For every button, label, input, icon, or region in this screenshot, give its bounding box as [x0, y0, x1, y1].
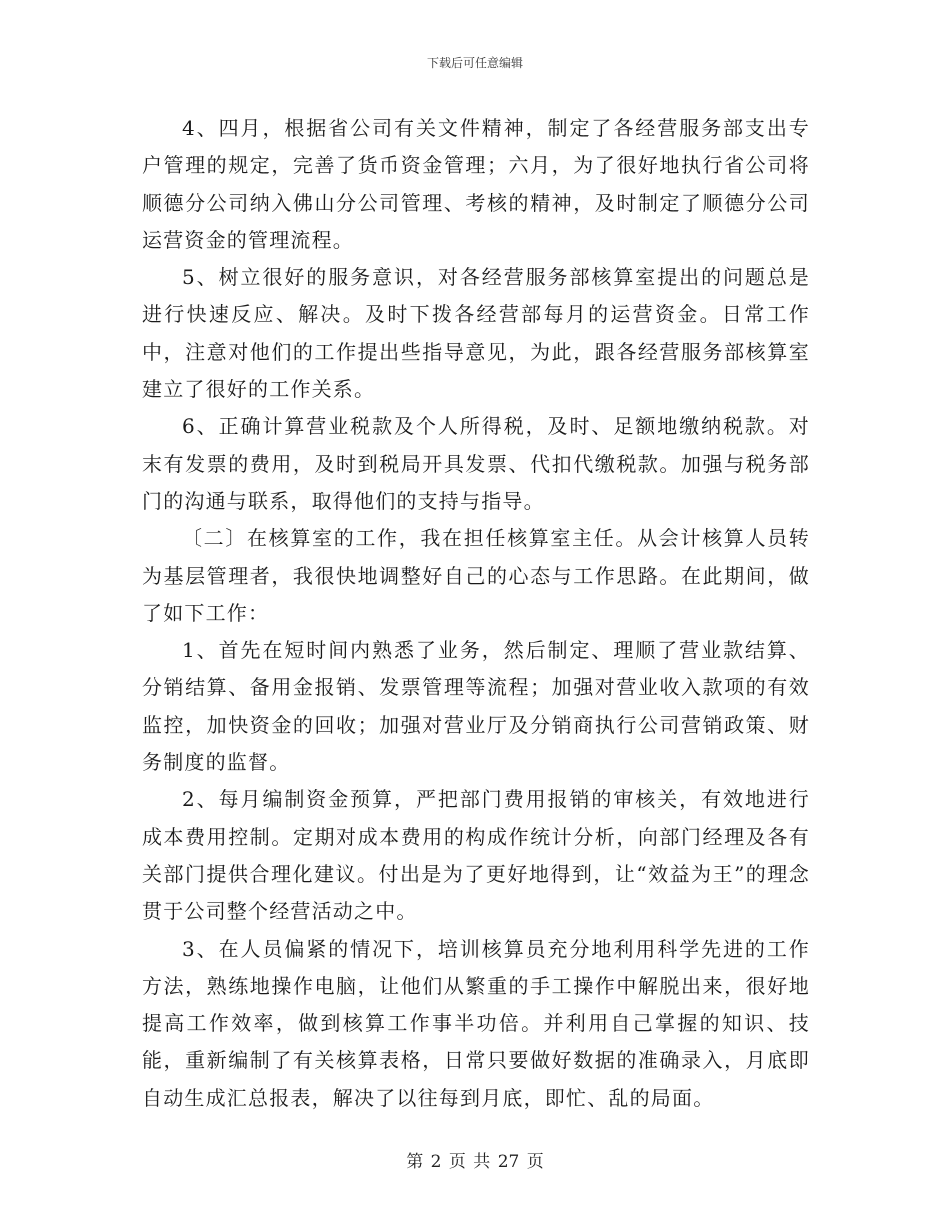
page-header: 下载后可任意编辑 — [426, 56, 523, 70]
page-number-footer: 第 2 页 共 27 页 — [406, 1152, 544, 1172]
paragraph-item-2: 2、每月编制资金预算，严把部门费用报销的审核关，有效地进行成本费用控制。定期对成本费用的构成作统计分析，向部门经理及各有关部门提供合理化建议。付出是为了更好地得到，让“效益为王”的理念贯于公司整个经营活动之中。 — [142, 787, 810, 924]
paragraph-item-3: 3、在人员偏紧的情况下，培训核算员充分地利用科学先进的工作方法，熟练地操作电脑，让他们从繁重的手工操作中解脱出来，很好地提高工作效率，做到核算工作事半功倍。并利用自己掌握的知识、技能，重新编制了有关核算表格，日常只要做好数据的准确录入，月底即自动生成汇总报表，解决了以往每到月底，即忙、乱的局面。 — [142, 936, 810, 1110]
paragraph-item-4: 4、四月，根据省公司有关文件精神，制定了各经营服务部支出专户管理的规定，完善了货币资金管理；六月，为了很好地执行省公司将顺德分公司纳入佛山分公司管理、考核的精神，及时制定了顺德分公司运营资金的管理流程。 — [142, 116, 810, 252]
paragraph-item-1: 1、首先在短时间内熟悉了业务，然后制定、理顺了营业款结算、分销结算、备用金报销、发票管理等流程；加强对营业收入款项的有效监控，加快资金的回收；加强对营业厅及分销商执行公司营销政策、财务制度的监督。 — [142, 638, 810, 775]
paragraph-item-6: 6、正确计算营业税款及个人所得税，及时、足额地缴纳税款。对末有发票的费用，及时到税局开具发票、代扣代缴税款。加强与税务部门的沟通与联系，取得他们的支持与指导。 — [142, 414, 810, 513]
document-body — [142, 110, 810, 1117]
paragraph-item-5: 5、树立很好的服务意识，对各经营服务部核算室提出的问题总是进行快速反应、解决。及时下拨各经营部每月的运营资金。日常工作中，注意对他们的工作提出些指导意见，为此，跟各经营服务部核算室建立了很好的工作关系。 — [142, 265, 810, 402]
paragraph-section-2: 〔二〕在核算室的工作，我在担任核算室主任。从会计核算人员转为基层管理者，我很快地调整好自己的心态与工作思路。在此期间，做了如下工作： — [142, 526, 810, 625]
